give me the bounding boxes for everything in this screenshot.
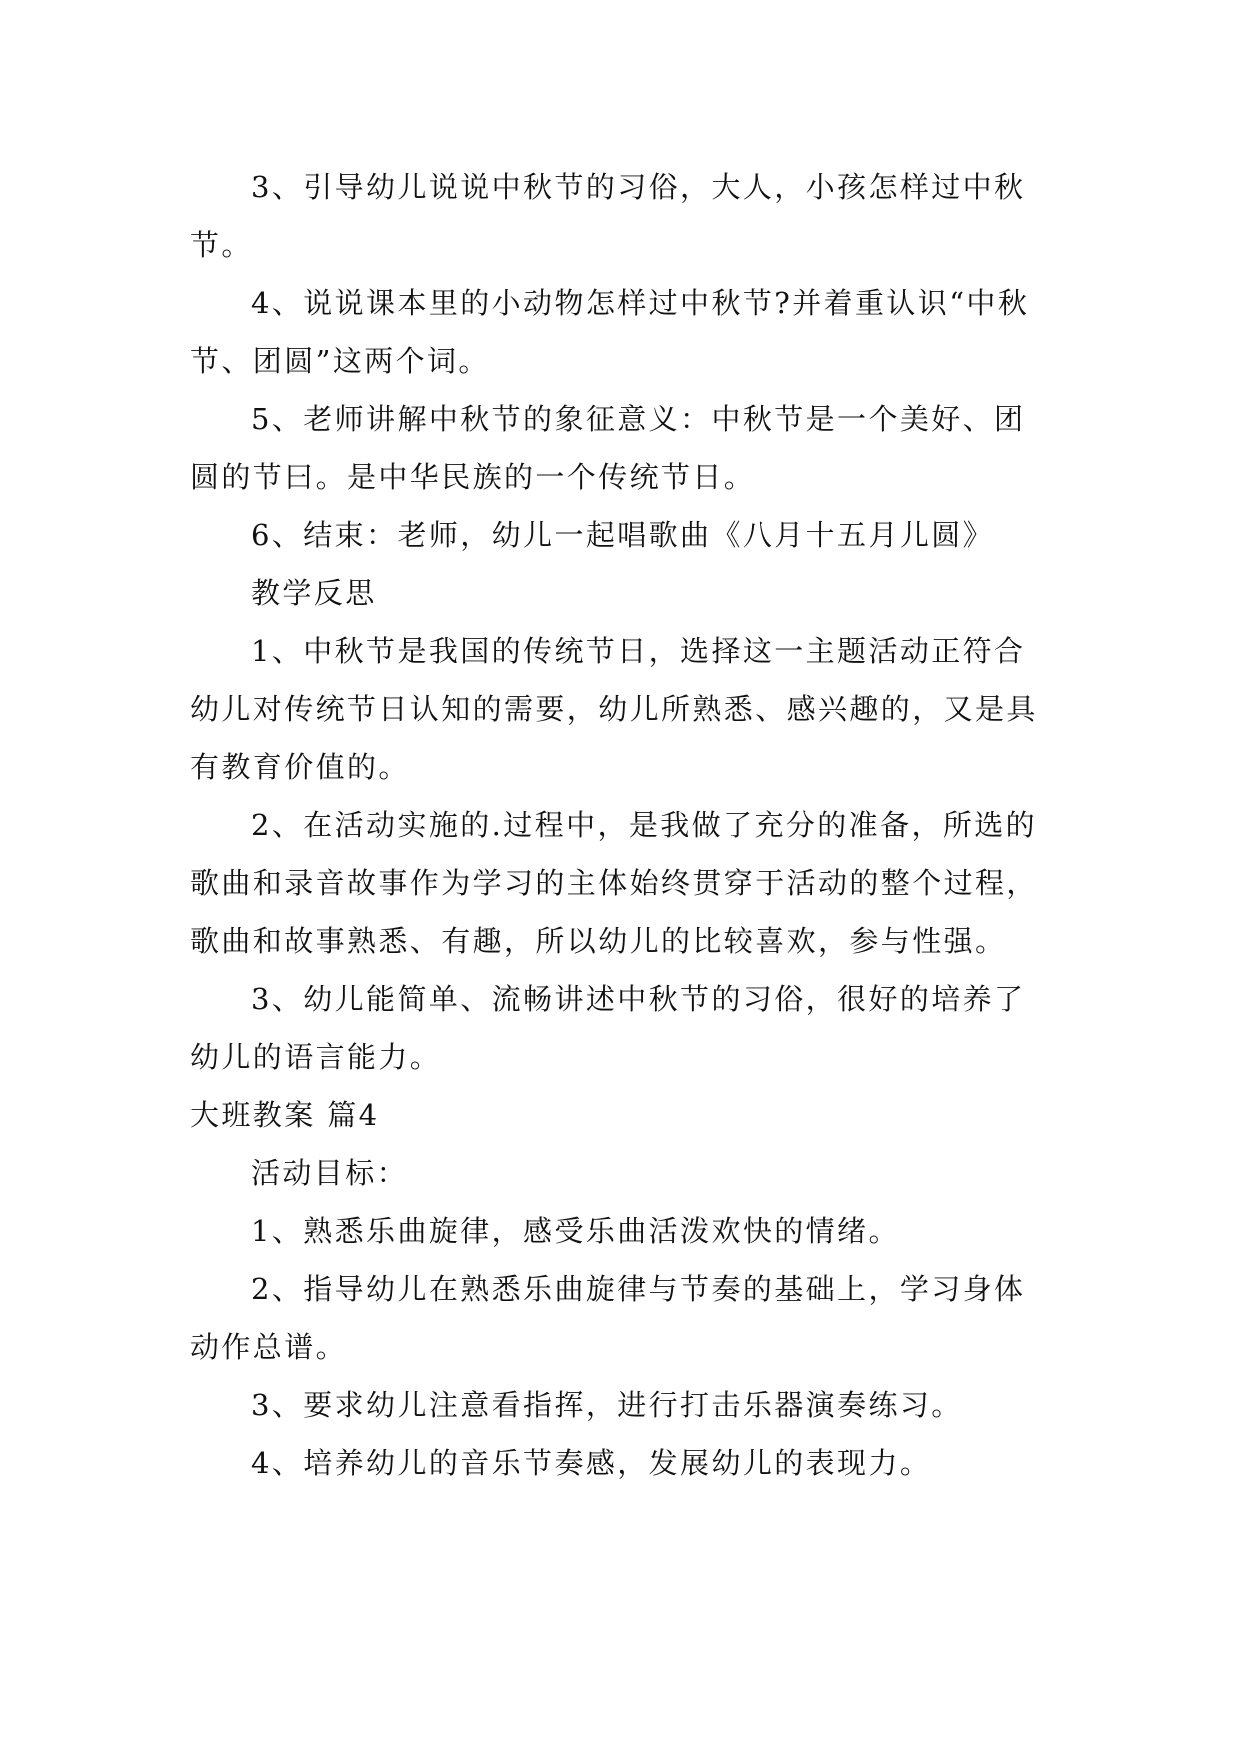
paragraph-step-4: 4、说说课本里的小动物怎样过中秋节?并着重认识“中秋节、团圆”这两个词。 <box>190 286 1030 378</box>
paragraph-step-3: 3、引导幼儿说说中秋节的习俗，大人，小孩怎样过中秋节。 <box>190 170 1026 262</box>
paragraph-step-6: 6、结束：老师，幼儿一起唱歌曲《八月十五月儿圆》 <box>251 518 995 552</box>
document-body <box>190 158 1050 1492</box>
paragraph-goal-4: 4、培养幼儿的音乐节奏感，发展幼儿的表现力。 <box>251 1446 932 1480</box>
heading-teaching-reflection: 教学反思 <box>251 576 377 610</box>
heading-activity-goals: 活动目标： <box>251 1156 409 1190</box>
paragraph-reflection-1: 1、中秋节是我国的传统节日，选择这一主题活动正符合幼儿对传统节日认知的需要，幼儿所熟悉、感兴趣的，又是具有教育价值的。 <box>190 634 1038 784</box>
section-title: 大班教案 篇4 <box>190 1098 380 1132</box>
paragraph-goal-2: 2、指导幼儿在熟悉乐曲旋律与节奏的基础上，学习身体动作总谱。 <box>190 1272 1026 1364</box>
paragraph-goal-3: 3、要求幼儿注意看指挥，进行打击乐器演奏练习。 <box>251 1388 963 1422</box>
paragraph-goal-1: 1、熟悉乐曲旋律，感受乐曲活泼欢快的情绪。 <box>251 1214 900 1248</box>
paragraph-reflection-2: 2、在活动实施的.过程中，是我做了充分的准备，所选的歌曲和录音故事作为学习的主体始终贯穿于活动的整个过程，歌曲和故事熟悉、有趣，所以幼儿的比较喜欢，参与性强。 <box>190 808 1038 958</box>
paragraph-step-5: 5、老师讲解中秋节的象征意义：中秋节是一个美好、团圆的节曰。是中华民族的一个传统节日。 <box>190 402 1026 494</box>
paragraph-reflection-3: 3、幼儿能简单、流畅讲述中秋节的习俗，很好的培养了幼儿的语言能力。 <box>190 982 1026 1074</box>
